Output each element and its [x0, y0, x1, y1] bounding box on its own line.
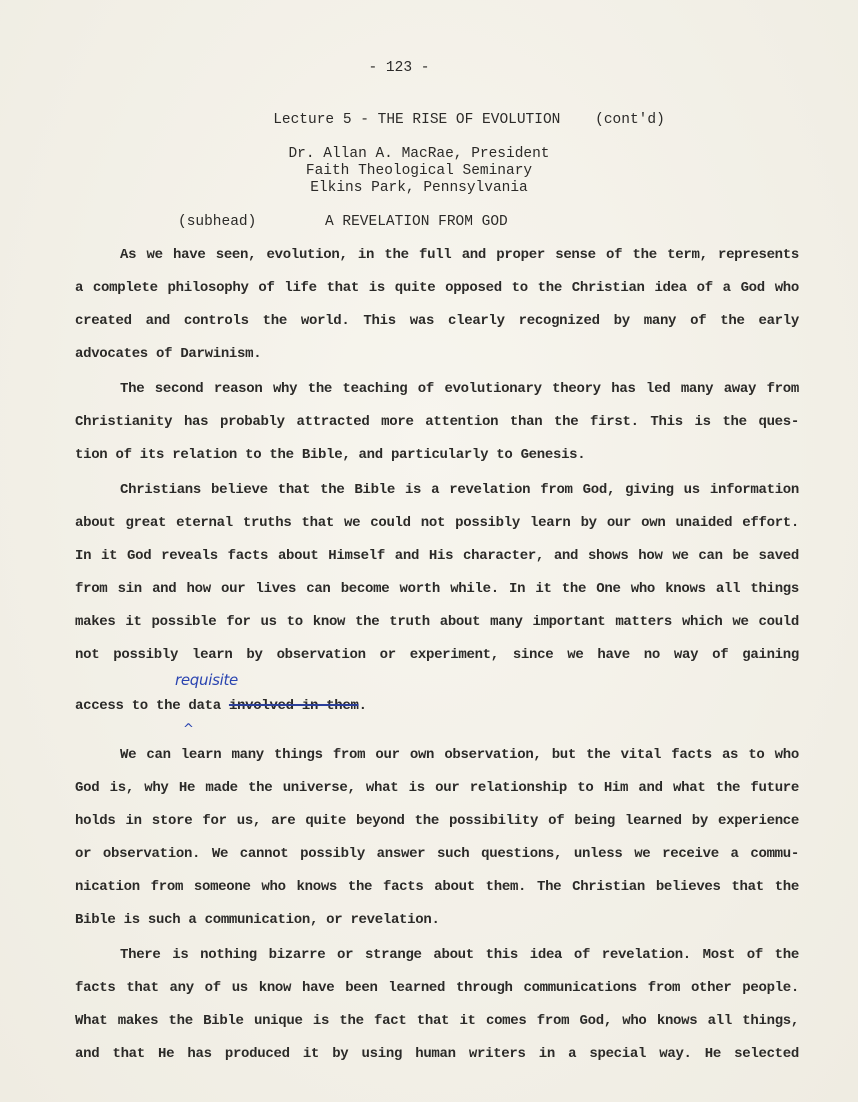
text-line: from sin and how our lives can become worth while. In it the One who knows all things [75, 581, 799, 597]
paragraph [75, 939, 799, 1071]
text-line: We can learn many things from our own observation, but the vital facts as to who [120, 747, 799, 763]
body-text [75, 239, 799, 1071]
text-line: and that He has produced it by using human writers in a special way. He selected [75, 1046, 799, 1062]
author-line: Elkins Park, Pennsylvania [310, 180, 528, 196]
paragraph [75, 474, 799, 737]
text-line: As we have seen, evolution, in the full and proper sense of the term, represents [120, 247, 799, 263]
text-line: nication from someone who knows the facts about them. The Christian believes that the [75, 879, 799, 895]
corrected-line [75, 671, 799, 737]
paragraph [75, 373, 799, 472]
text-line: What makes the Bible unique is the fact that it comes from God, who knows all things, [75, 1013, 799, 1029]
text-line: not possibly learn by observation or experiment, since we have no way of gaining [75, 647, 799, 663]
text-line: The second reason why the teaching of evolutionary theory has led many away from [120, 381, 799, 397]
text-line: about great eternal truths that we could not possibly learn by our own unaided effort. [75, 515, 799, 531]
text-line: Christianity has probably attracted more attention than the first. This is the ques- [75, 414, 799, 430]
text-line: or observation. We cannot possibly answer such questions, unless we receive a commu- [75, 846, 799, 862]
text: data [188, 698, 221, 714]
text-line: Christians believe that the Bible is a revelation from God, giving us information [120, 482, 799, 498]
handwritten-insertion: requisite [175, 671, 238, 689]
text-line: makes it possible for us to know the truth about many important matters which we could [75, 614, 799, 630]
text-line: created and controls the world. This was clearly recognized by many of the early [75, 313, 799, 329]
page-number: - 123 - [368, 60, 430, 76]
lecture-title: Lecture 5 - THE RISE OF EVOLUTION (cont'd) [273, 112, 665, 128]
author-line: Dr. Allan A. MacRae, President [288, 146, 550, 162]
paragraph [75, 739, 799, 937]
author-line: Faith Theological Seminary [305, 163, 533, 179]
text-line: advocates of Darwinism. [75, 346, 262, 362]
author-block [0, 146, 848, 197]
text-line: holds in store for us, are quite beyond the possibility of being learned by experience [75, 813, 799, 829]
text-line: tion of its relation to the Bible, and particularly to Genesis. [75, 447, 586, 463]
insertion-caret: ^ [183, 722, 194, 737]
text-line: facts that any of us know have been learned through communications from other people. [75, 980, 799, 996]
struck-text: involved in them [228, 698, 359, 714]
text-line: Bible is such a communication, or revelation. [75, 912, 440, 928]
text: . [358, 698, 367, 714]
subhead-label: (subhead) [178, 214, 257, 230]
text-line: God is, why He made the universe, what is our relationship to Him and what the future [75, 780, 799, 796]
text-line: a complete philosophy of life that is quite opposed to the Christian idea of a God who [75, 280, 799, 296]
text: access to the [75, 698, 189, 714]
text-line: There is nothing bizarre or strange about this idea of revelation. Most of the [120, 947, 799, 963]
text-line: In it God reveals facts about Himself and His character, and shows how we can be saved [75, 548, 799, 564]
paragraph [75, 239, 799, 371]
subhead: A REVELATION FROM GOD [325, 214, 508, 230]
